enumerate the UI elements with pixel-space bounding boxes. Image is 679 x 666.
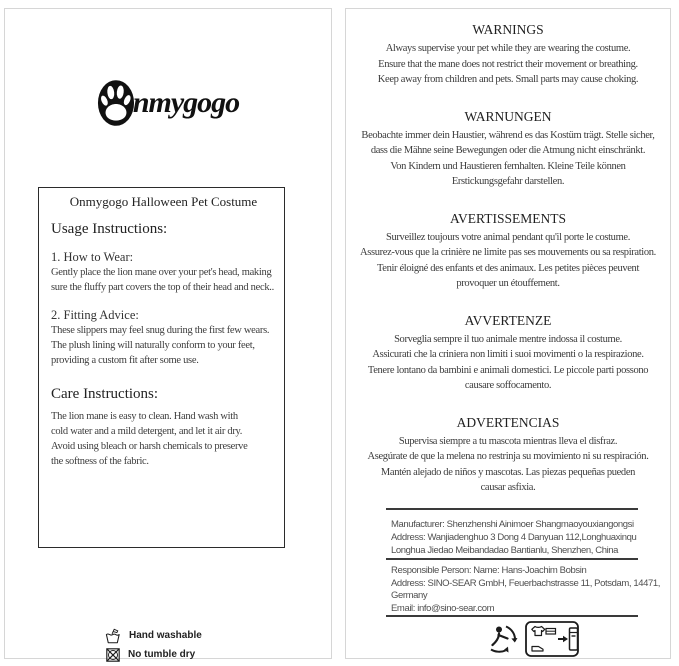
warnings-heading: ADVERTENCIAS — [456, 414, 560, 430]
warning-line: provoquer un étouffement. — [456, 278, 560, 289]
no-tumble-dry-icon — [105, 647, 121, 663]
brand-logo — [5, 79, 331, 127]
care-line: The lion mane is easy to clean. Hand wash with — [51, 411, 238, 422]
warnings-heading: WARNINGS — [472, 22, 544, 37]
warning-line: Asegúrate de que la melena no restrinja su movimiento ni su respiración. — [367, 451, 649, 462]
care-line: cold water and a mild detergent, and let it air dry. — [51, 426, 243, 437]
warnings-heading: AVVERTENZE — [464, 312, 552, 328]
warning-line: Von Kindern und Haustieren fernhalten. Kleine Teile können — [390, 160, 626, 172]
how-to-wear-heading: 1. How to Wear: — [51, 250, 134, 264]
care-symbol-row — [105, 626, 202, 645]
care-symbol-row — [105, 645, 202, 664]
footer-icons — [486, 621, 579, 657]
warning-line: causare soffocamento. — [464, 380, 552, 391]
divider — [386, 558, 638, 560]
warning-line: causar asfixia. — [480, 482, 536, 493]
fitting-advice-line: The plush lining will naturally conform to your feet, — [51, 340, 255, 351]
warning-line: Tenir éloigné des enfants et des animaux. Les petites pièces peuvent — [376, 262, 640, 274]
how-to-wear-line: Gently place the lion mane over your pet's head, making — [51, 267, 272, 278]
warnings-section-fr — [346, 210, 670, 292]
warning-line: Ensure that the mane does not restrict their movement or breathing. — [378, 58, 638, 70]
textile-sorting-icon — [525, 621, 579, 657]
paw-print-icon — [97, 79, 135, 127]
warning-line: Surveillez toujours votre animal pendant qu'il porte le costume. — [386, 231, 630, 243]
care-instructions-paragraph — [51, 409, 276, 469]
responsible-person-email: Email: info@sino-sear.com — [391, 602, 495, 614]
how-to-wear-line: sure the fluffy part covers the top of their head and neck.. — [51, 282, 274, 293]
warning-line: Assicurati che la criniera non limiti i suoi movimenti o la respirazione. — [372, 349, 644, 360]
care-symbols — [105, 626, 202, 664]
warning-line: Keep away from children and pets. Small parts may cause choking. — [377, 74, 639, 85]
warning-line: Erstickungsgefahr darstellen. — [451, 176, 565, 187]
care-symbol-label: Hand washable — [129, 630, 202, 641]
brand-logo-text: nmygogo — [132, 86, 240, 119]
warning-line: Tenere lontano da bambini e animali domestici. Le piccole parti possono — [367, 364, 649, 376]
instruction-box-title: Onmygogo Halloween Pet Costume — [69, 194, 258, 209]
warnings-heading: WARNUNGEN — [464, 108, 552, 124]
warnings-section-es — [346, 414, 670, 496]
divider — [386, 615, 638, 617]
warning-line: Supervisa siempre a tu mascota mientras lleva el disfraz. — [398, 435, 618, 447]
hand-wash-icon — [105, 628, 122, 644]
care-instructions-heading: Care Instructions: — [51, 386, 159, 402]
manufacturer-address: Longhua Jiedao Meibandadao Bantianlu, Shenzhen, China — [391, 545, 619, 556]
usage-instructions-heading: Usage Instructions: — [51, 221, 168, 237]
left-panel — [4, 8, 332, 659]
warning-line: Mantén alejado de niños y mascotas. Las piezas pequeñas pueden — [380, 466, 636, 478]
manufacturer-block — [391, 518, 651, 557]
warnings-heading: AVERTISSEMENTS — [450, 210, 566, 226]
responsible-person-name: Responsible Person: Name: Hans-Joachim Bobsin — [391, 565, 587, 576]
warning-line: dass die Mähne seine Bewegungen oder die Atmung nicht einschränkt. — [370, 145, 646, 156]
warnings-section-en — [346, 21, 670, 88]
warning-line: Assurez-vous que la crinière ne limite pas ses mouvements ou sa respiration. — [360, 247, 656, 258]
fitting-advice-heading: 2. Fitting Advice: — [51, 308, 139, 322]
right-panel — [345, 8, 671, 659]
triman-recycling-icon — [486, 622, 520, 656]
care-line: the softness of the fabric. — [51, 456, 149, 467]
responsible-person-block — [391, 565, 660, 615]
responsible-person-address: Germany — [391, 590, 428, 601]
care-symbol-label: No tumble dry — [128, 649, 196, 660]
divider — [386, 508, 638, 510]
responsible-person-address: Address: SINO-SEAR GmbH, Feuerbachstrasse 11, Potsdam, 14471, — [391, 577, 660, 589]
manufacturer-address: Address: Wanjiadenghuo 3 Dong 4 Danyuan 112,Longhuaxinqu — [391, 532, 637, 543]
warning-line: Sorveglia sempre il tuo animale mentre indossa il costume. — [394, 333, 622, 345]
warnings-section-it — [346, 312, 670, 394]
warning-line: Beobachte immer dein Haustier, während es das Kostüm trägt. Stelle sicher, — [361, 129, 655, 141]
care-line: Avoid using bleach or harsh chemicals to preserve — [51, 441, 248, 452]
instruction-box — [38, 187, 285, 548]
fitting-advice-line: providing a custom fit after some use. — [51, 355, 199, 366]
warning-line: Always supervise your pet while they are wearing the costume. — [385, 43, 631, 54]
fitting-advice-line: These slippers may feel snug during the first few wears. — [51, 325, 270, 336]
warnings-section-de — [346, 108, 670, 190]
manufacturer-name: Manufacturer: Shenzhenshi Ainimoer Shangmaoyouxiangongsi — [391, 519, 634, 530]
